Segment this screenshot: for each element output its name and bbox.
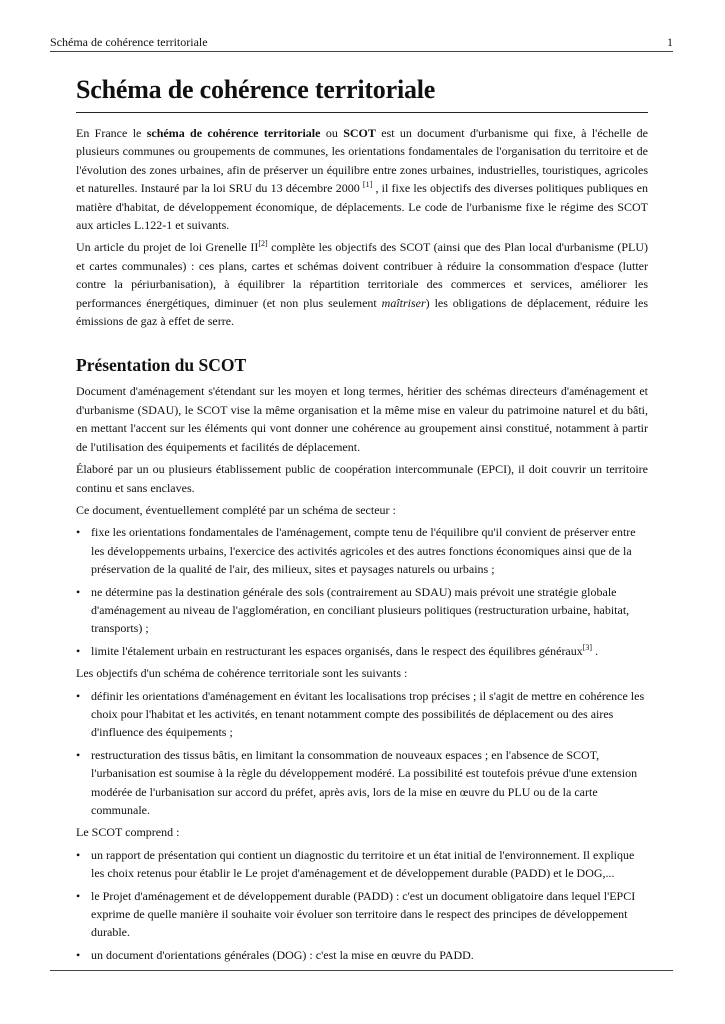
bold-term-scot-name: schéma de cohérence territoriale — [146, 126, 321, 140]
text-run: En France le — [76, 126, 147, 140]
bullet-list-2 — [76, 687, 648, 820]
article-body — [76, 60, 648, 968]
section-paragraph-5: Le SCOT comprend : — [76, 825, 180, 840]
section-paragraph-3: Ce document, éventuellement complété par un schéma de secteur : — [76, 502, 396, 517]
bullet-list-3 — [76, 846, 648, 964]
list-item: • un rapport de présentation qui contient un diagnostic du territoire et un état initial de l'environnement. Il explique les choix retenus pour établir le Le projet d'aménagement et de développement durable (PADD) et le DOG,... — [76, 846, 648, 883]
running-header — [50, 35, 673, 52]
bold-term-scot: SCOT — [343, 126, 376, 140]
section-paragraph-4: Les objectifs d'un schéma de cohérence territoriale sont les suivants : — [76, 666, 408, 681]
list-item: • le Projet d'aménagement et de développement durable (PADD) : c'est un document obligatoire dans lequel l'EPCI exprime de quelle manière il souhaite voir évoluer son territoire dans le respect des principes de développement durable. — [76, 887, 648, 942]
text-run: est un document d'urbanisme qui fixe, à l'échelle de plusieurs communes ou groupements de communes, les orientations fondamentales de l'organisation du territoire et de l'évolution des zones urbaines, afin de préserver un équilibre entre zones urbaines, industrielles, touristiques, agricoles et naturelles. Instauré par la loi SRU du 13 décembre 2000 — [76, 126, 648, 196]
text-run: . — [592, 643, 599, 658]
text-run: , il fixe les objectifs des diverses politiques publiques en matière d'habitat, de développement économique, de déplacements. Le code de l'urbanisme fixe le régime des SCOT aux articles L.122-1 et suivants. — [76, 181, 648, 233]
page-number: 1 — [667, 35, 673, 49]
list-item: • un document d'orientations générales (DOG) : c'est la mise en œuvre du PADD. — [76, 946, 648, 964]
text-run: complète les objectifs des SCOT (ainsi que des Plan local d'urbanisme (PLU) et cartes communales) : ces plans, cartes et schémas doivent contribuer à réduire la consommation d'espace (lutter contre la périurbanisation), à équilibrer la répartition territoriale des commerces et services, améliorer les performances énergétiques, diminuer (et non plus seulement — [76, 240, 648, 310]
footnote-ref-2[interactable]: [2] — [258, 239, 268, 249]
text-run: ) les obligations de déplacement, réduire les émissions de gaz à effet de serre. — [76, 295, 648, 329]
footnote-ref-3[interactable]: [3] — [582, 642, 593, 652]
text-run: Un article du projet de loi Grenelle II — [76, 240, 259, 255]
text-run: limite l'étalement urbain en restructurant les espaces organisés, dans le respect des équilibres généraux — [91, 643, 583, 658]
italic-term: maîtriser — [381, 295, 426, 310]
list-item: • définir les orientations d'aménagement en évitant les localisations trop précises ; il s'agit de mettre en cohérence les choix pour l'habitat et les activités, en tenant notamment compte des possibilités de déplacement ou des aires d'influence des équipements ; — [76, 687, 648, 742]
section-paragraph-2: Élaboré par un ou plusieurs établissement public de coopération intercommunale (EPCI), il doit couvrir un territoire continu et sans enclaves. — [76, 462, 648, 495]
page-title: Schéma de cohérence territoriale — [76, 60, 648, 113]
bullet-list-1 — [76, 523, 648, 660]
running-title: Schéma de cohérence territoriale — [50, 35, 208, 49]
section-heading: Présentation du SCOT — [76, 355, 247, 376]
text-run: ou — [320, 126, 344, 140]
intro-paragraph-2 — [76, 238, 648, 330]
section-paragraph-1: Document d'aménagement s'étendant sur les moyen et long termes, héritier des schémas directeurs d'aménagement et d'urbanisme (SDAU), le SCOT vise la même organisation et la même mise en valeur du patrimoine naturel et du bâti, en mettant l'accent sur les éléments qui vont donner une cohérence au groupement ainsi constitué, notamment à partir de l'utilisation des équipements et facilités de déplacement. — [76, 384, 648, 454]
intro-section — [76, 124, 648, 330]
list-item: • restructuration des tissus bâtis, en limitant la consommation de nouveaux espaces ; en l'absence de SCOT, l'urbanisation est soumise à la règle du développement modéré. La possibilité est toutefois prévue d'une extension modérée de l'urbanisation sur accord du préfet, après avis, lors de la mise en œuvre du PLU ou de la carte communale. — [76, 746, 648, 820]
list-item: • fixe les orientations fondamentales de l'aménagement, compte tenu de l'équilibre qu'il convient de préserver entre les développements urbains, l'exercice des activités agricoles et des autres fonctions économiques ainsi que de la préservation de la qualité de l'air, des milieux, sites et paysages naturels ou urbains ; — [76, 523, 648, 578]
footer-rule — [50, 970, 673, 971]
intro-paragraph-1 — [76, 124, 648, 234]
footnote-ref-1[interactable]: [1] — [362, 180, 373, 190]
list-item — [76, 642, 648, 660]
list-item: • ne détermine pas la destination générale des sols (contrairement au SDAU) mais prévoit une stratégie globale d'aménagement au niveau de l'agglomération, en conciliant plusieurs politiques (restructuration urbaine, habitat, transports) ; — [76, 583, 648, 638]
